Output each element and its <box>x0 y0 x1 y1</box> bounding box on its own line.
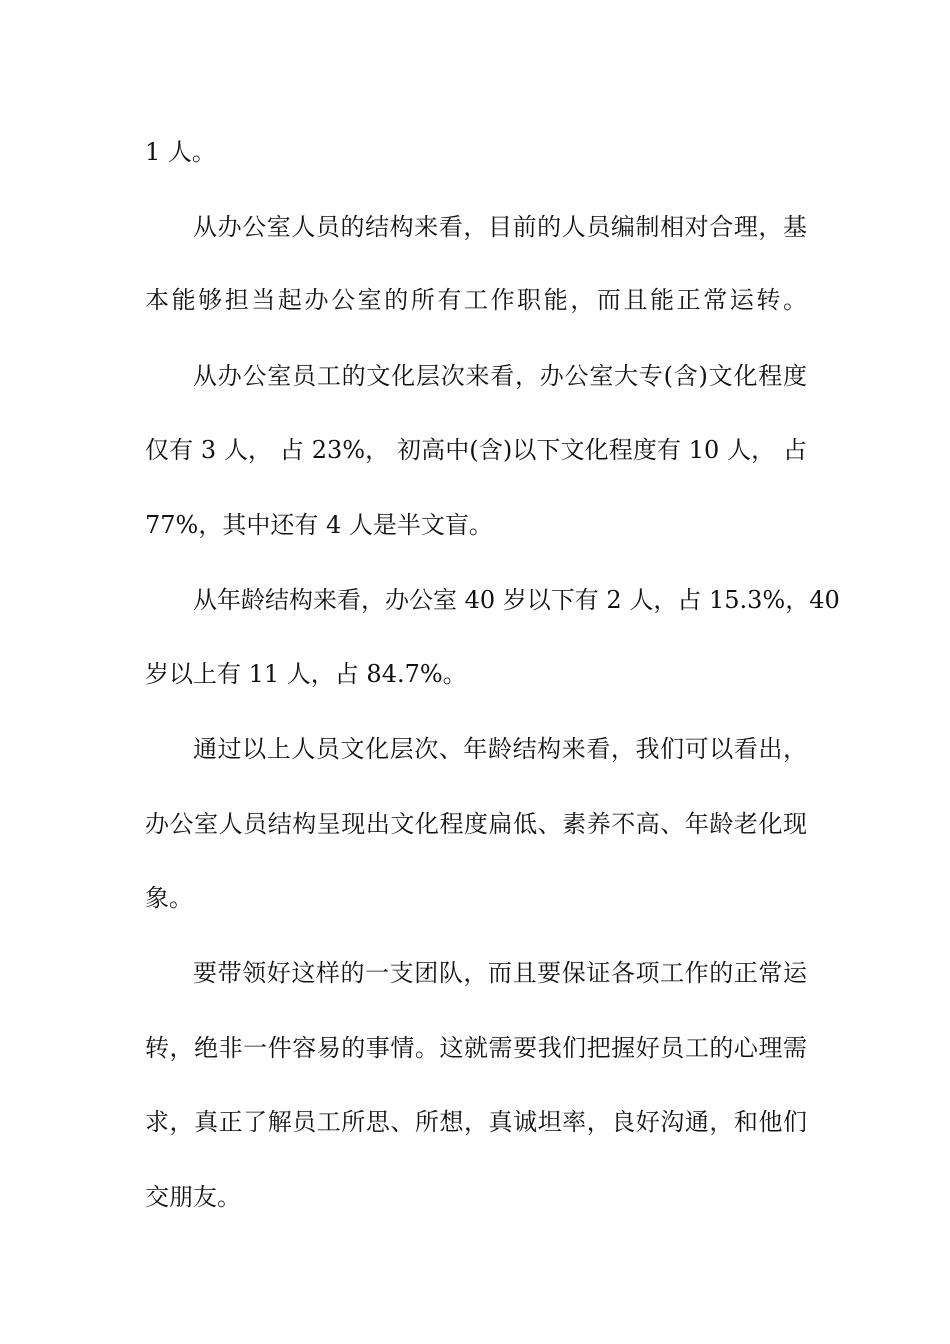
text-line: 1 人。 <box>145 138 216 166</box>
text-line: 办公室人员结构呈现出文化程度扁低、素养不高、年龄老化现 <box>145 810 807 838</box>
text-line: 岁以上有 11 人，占 84.7%。 <box>145 660 467 688</box>
text-line: 象。 <box>145 884 193 912</box>
paragraph-first-line: 从办公室人员的结构来看，目前的人员编制相对合理，基 <box>193 213 807 241</box>
text-line: 转，绝非一件容易的事情。这就需要我们把握好员工的心理需 <box>145 1034 807 1062</box>
text-line: 77%，其中还有 4 人是半文盲。 <box>145 511 493 539</box>
paragraph-first-line: 要带领好这样的一支团队，而且要保证各项工作的正常运 <box>193 959 807 987</box>
paragraph-first-line: 从年龄结构来看，办公室 40 岁以下有 2 人，占 15.3%，40 <box>193 586 840 614</box>
text-line: 交朋友。 <box>145 1183 241 1211</box>
text-line: 仅有 3 人， 占 23%， 初高中(含)以下文化程度有 10 人， 占 <box>145 436 807 464</box>
paragraph-first-line: 从办公室员工的文化层次来看，办公室大专(含)文化程度 <box>193 362 807 390</box>
text-line: 本能够担当起办公室的所有工作职能，而且能正常运转。 <box>145 286 807 314</box>
paragraph-first-line: 通过以上人员文化层次、年龄结构来看，我们可以看出， <box>193 735 807 763</box>
text-line: 求，真正了解员工所思、所想，真诚坦率，良好沟通，和他们 <box>145 1108 807 1136</box>
